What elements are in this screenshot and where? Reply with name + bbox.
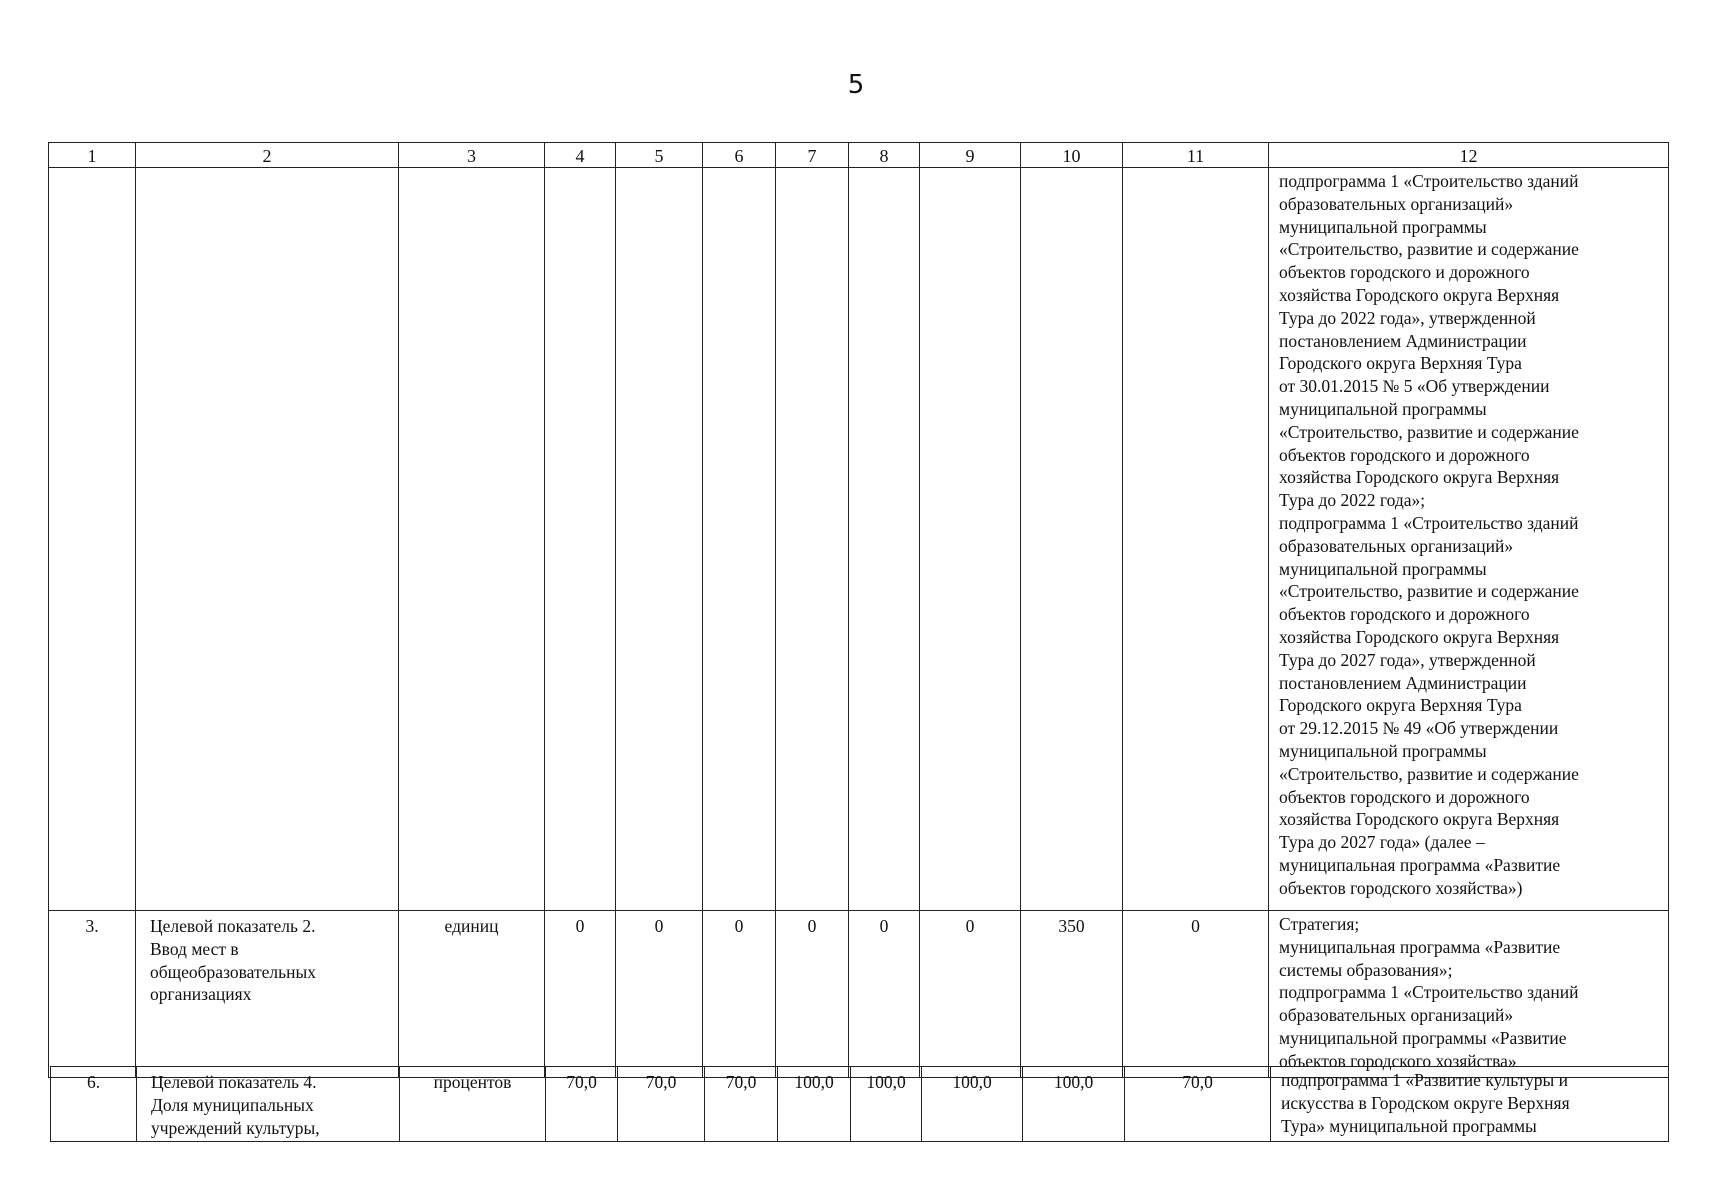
text-line: общеобразовательных — [150, 961, 316, 982]
text-line: Городского округа Верхняя Тура — [1279, 695, 1522, 716]
column-number: 1 — [49, 143, 136, 168]
text-line: Тура до 2027 года», утвержденной — [1279, 649, 1536, 670]
column-number: 4 — [545, 143, 616, 168]
text-line: объектов городского и дорожного — [1279, 444, 1530, 465]
table-cell — [849, 168, 920, 911]
text-line: муниципальная программа «Развитие — [1279, 854, 1561, 875]
value-cell: 70,0 — [1125, 1067, 1271, 1142]
text-line: системы образования»; — [1279, 959, 1453, 980]
text-line: Тура до 2027 года» (далее – — [1279, 832, 1485, 853]
text-line: от 29.12.2015 № 49 «Об утверждении — [1279, 718, 1559, 739]
text-line: подпрограмма 1 «Строительство зданий — [1279, 171, 1579, 191]
text-line: объектов городского хозяйства») — [1279, 877, 1523, 898]
text-line: организациях — [150, 984, 252, 1005]
table-cell — [136, 168, 399, 911]
table-cell — [1123, 168, 1269, 911]
text-line: объектов городского и дорожного — [1279, 262, 1530, 283]
text-line: Целевой показатель 4. — [151, 1072, 317, 1092]
text-line: муниципальной программы — [1279, 216, 1487, 237]
value-cell: 70,0 — [705, 1067, 778, 1142]
text-line: объектов городского и дорожного — [1279, 604, 1530, 625]
indicator-name — [137, 1067, 400, 1142]
value-cell: 0 — [545, 911, 616, 1078]
text-line: «Строительство, развитие и содержание — [1279, 421, 1579, 442]
text-line: Целевой показатель 2. — [150, 916, 316, 936]
text-line: Тура до 2022 года»; — [1279, 490, 1426, 511]
source-cell — [1269, 911, 1669, 1078]
text-line: хозяйства Городского округа Верхняя — [1279, 284, 1560, 305]
source-cell — [1271, 1067, 1669, 1142]
table-cell — [703, 168, 776, 911]
text-line: «Строительство, развитие и содержание — [1279, 763, 1579, 784]
row-number: 6. — [51, 1067, 137, 1142]
text-line: учреждений культуры, — [151, 1117, 320, 1138]
text-line: муниципальная программа «Развитие — [1279, 936, 1561, 957]
text-line: постановлением Администрации — [1279, 330, 1527, 351]
column-number: 11 — [1123, 143, 1269, 168]
source-cell — [1269, 168, 1669, 911]
text-line: муниципальной программы — [1279, 558, 1487, 579]
text-line: хозяйства Городского округа Верхняя — [1279, 809, 1560, 830]
value-cell: 100,0 — [778, 1067, 851, 1142]
value-cell: 100,0 — [1023, 1067, 1125, 1142]
text-line: хозяйства Городского округа Верхняя — [1279, 626, 1560, 647]
text-line: «Строительство, развитие и содержание — [1279, 239, 1579, 260]
indicators-table — [48, 142, 1669, 1078]
value-cell: 0 — [703, 911, 776, 1078]
table-row — [51, 1067, 1669, 1142]
column-number: 3 — [399, 143, 545, 168]
text-line: Городского округа Верхняя Тура — [1279, 353, 1522, 374]
value-cell: 350 — [1021, 911, 1123, 1078]
table-row — [49, 911, 1669, 1078]
text-line: Доля муниципальных — [151, 1094, 314, 1115]
unit-cell: процентов — [400, 1067, 546, 1142]
row-number: 3. — [49, 911, 136, 1078]
text-line: подпрограмма 1 «Строительство зданий — [1279, 512, 1579, 533]
text-line: муниципальной программы «Развитие — [1279, 1027, 1567, 1048]
indicator-name — [136, 911, 399, 1078]
text-line: Тура» муниципальной программы — [1281, 1115, 1537, 1136]
value-cell: 100,0 — [922, 1067, 1023, 1142]
text-line: подпрограмма 1 «Развитие культуры и — [1281, 1070, 1569, 1090]
column-number: 9 — [920, 143, 1021, 168]
text-line: искусства в Городском округе Верхняя — [1281, 1092, 1570, 1113]
value-cell: 0 — [776, 911, 849, 1078]
value-cell: 0 — [920, 911, 1021, 1078]
text-line: Стратегия; — [1279, 914, 1360, 934]
text-line: муниципальной программы — [1279, 740, 1487, 761]
value-cell: 0 — [1123, 911, 1269, 1078]
text-line: от 30.01.2015 № 5 «Об утверждении — [1279, 376, 1550, 397]
table-cell — [920, 168, 1021, 911]
indicators-table-continued — [50, 1066, 1669, 1142]
column-number: 7 — [776, 143, 849, 168]
column-number: 10 — [1021, 143, 1123, 168]
table-cell — [616, 168, 703, 911]
page-number: 5 — [847, 70, 865, 100]
text-line: Тура до 2022 года», утвержденной — [1279, 307, 1536, 328]
column-number: 8 — [849, 143, 920, 168]
table-cell — [545, 168, 616, 911]
text-line: Ввод мест в — [150, 938, 239, 959]
value-cell: 0 — [849, 911, 920, 1078]
unit-cell: единиц — [399, 911, 545, 1078]
text-line: объектов городского и дорожного — [1279, 786, 1530, 807]
value-cell: 70,0 — [546, 1067, 618, 1142]
text-line: образовательных организаций» — [1279, 1005, 1514, 1026]
value-cell: 70,0 — [618, 1067, 705, 1142]
column-number-row — [49, 143, 1669, 168]
text-line: образовательных организаций» — [1279, 193, 1514, 214]
value-cell: 0 — [616, 911, 703, 1078]
column-number: 6 — [703, 143, 776, 168]
text-line: хозяйства Городского округа Верхняя — [1279, 467, 1560, 488]
table-cell — [49, 168, 136, 911]
column-number: 5 — [616, 143, 703, 168]
table-cell — [776, 168, 849, 911]
column-number: 2 — [136, 143, 399, 168]
column-number: 12 — [1269, 143, 1669, 168]
table-cell — [399, 168, 545, 911]
text-line: объектов городского хозяйства» — [1279, 1050, 1517, 1071]
text-line: образовательных организаций» — [1279, 535, 1514, 556]
text-line: подпрограмма 1 «Строительство зданий — [1279, 982, 1579, 1003]
text-line: «Строительство, развитие и содержание — [1279, 581, 1579, 602]
text-line: постановлением Администрации — [1279, 672, 1527, 693]
value-cell: 100,0 — [851, 1067, 922, 1142]
text-line: муниципальной программы — [1279, 398, 1487, 419]
table-cell — [1021, 168, 1123, 911]
table-row-continuation — [49, 168, 1669, 911]
